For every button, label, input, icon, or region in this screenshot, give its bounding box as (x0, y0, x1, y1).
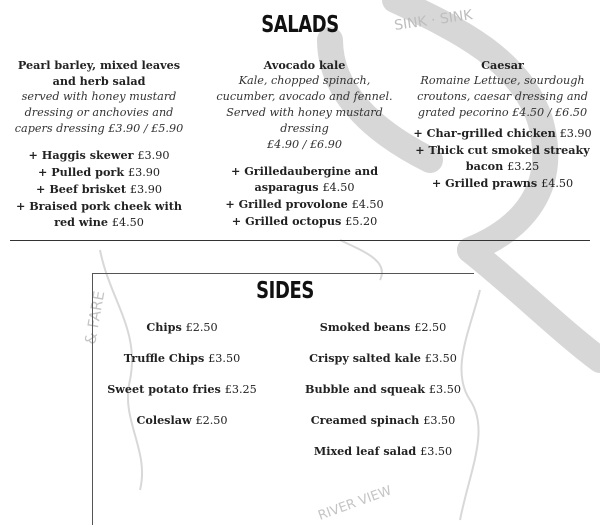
salad-description: Kale, chopped spinach, cucumber, avocado and fennel. Served with honey mustard dressing (216, 74, 393, 135)
salad-name: Caesar (481, 58, 524, 72)
side-item: Chips £2.50 (146, 320, 218, 334)
addon-item: + Beef brisket £3.90 (36, 182, 162, 196)
watermark-text-bottom: RIVER VIEW (316, 483, 394, 524)
side-item: Crispy salted kale £3.50 (309, 351, 457, 365)
addon-list (212, 163, 397, 230)
salad-description: served with honey mustard dressing or anchovies and capers dressing £3.90 / £5.90 (14, 90, 184, 135)
side-item: Bubble and squeak £3.50 (305, 382, 461, 396)
addon-item: + Grilled provolone £4.50 (225, 197, 384, 211)
salad-name: Pearl barley, mixed leaves and herb salad (17, 58, 181, 88)
salad-column-2 (212, 57, 397, 230)
side-item: Smoked beans £2.50 (319, 320, 447, 334)
salad-description: Romaine Lettuce, sourdough croutons, caesar dressing and grated pecorino £4.50 / £6.50 (417, 74, 588, 119)
sides-frame-left (92, 273, 93, 525)
addon-item: + Haggis skewer £3.90 (28, 148, 170, 162)
sides-frame-top (92, 273, 474, 274)
addon-item: + Thick cut smoked streaky bacon £3.25 (415, 143, 590, 173)
salad-column-3 (410, 57, 595, 192)
salad-column-1 (10, 57, 188, 231)
salads-title: SALADS (261, 12, 339, 38)
salad-price: £4.90 / £6.90 (267, 138, 342, 151)
side-item: Truffle Chips £3.50 (123, 351, 241, 365)
addon-item: + Grilled octopus £5.20 (231, 214, 378, 228)
addon-item: + Grilledaubergine and asparagus £4.50 (230, 164, 379, 194)
side-item: Coleslaw £2.50 (136, 413, 228, 427)
side-item: Creamed spinach £3.50 (310, 413, 456, 427)
addon-list (410, 125, 595, 192)
addon-item: + Pulled pork £3.90 (37, 165, 160, 179)
watermark-text-top: SINK · SINK (393, 7, 474, 34)
addon-item: + Grilled prawns £4.50 (431, 176, 574, 190)
salad-name: Avocado kale (263, 58, 346, 72)
addon-item: + Braised pork cheek with red wine £4.50 (15, 199, 183, 229)
side-item: Sweet potato fries £3.25 (107, 382, 257, 396)
section-divider (10, 240, 590, 241)
watermark-text-left: & FARE (81, 289, 109, 346)
addon-item: + Char-grilled chicken £3.90 (413, 126, 592, 140)
sides-title: SIDES (256, 278, 314, 304)
addon-list (10, 147, 188, 231)
side-item: Mixed leaf salad £3.50 (313, 444, 453, 458)
